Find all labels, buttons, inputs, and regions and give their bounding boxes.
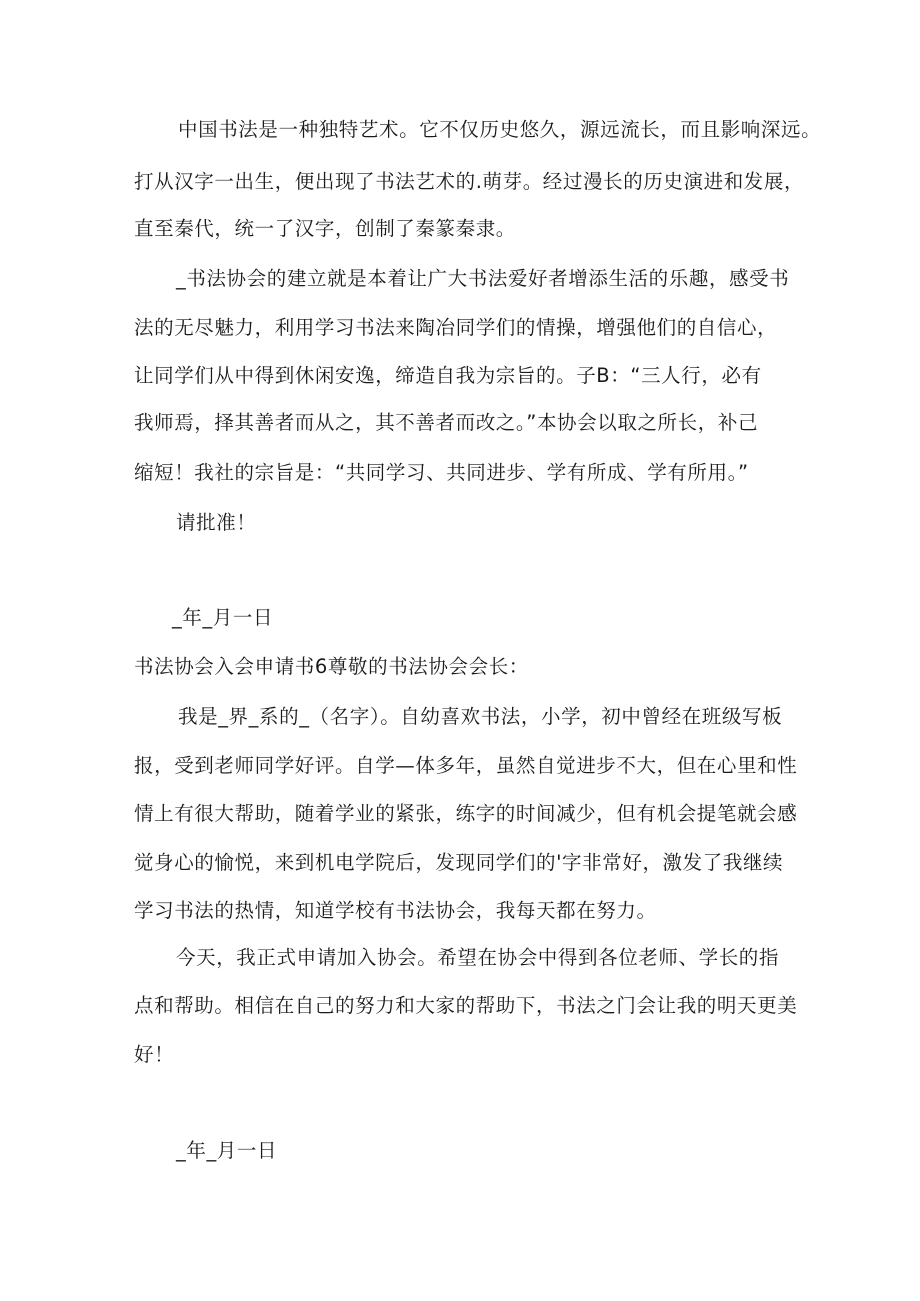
paragraph-line: _书法协会的建立就是本着让广大书法爱好者增添生活的乐趣，感受书 xyxy=(176,267,790,290)
paragraph-line: 我是_界_系的_（名字）。自幼喜欢书法，小学，初中曾经在班级写板 xyxy=(178,705,783,728)
paragraph-line: 法的无尽魅力，利用学习书法来陶冶同学们的情操，增强他们的自信心， xyxy=(134,316,778,339)
paragraph-line: 好！ xyxy=(134,1043,175,1066)
paragraph-line: 缩短！我社的宗旨是：“共同学习、共同进步、学有所成、学有所用。” xyxy=(134,461,749,484)
section-heading: 书法协会入会申请书6尊敬的书法协会会长： xyxy=(134,655,529,678)
closing-request: 请批准！ xyxy=(176,511,257,534)
paragraph-line: 学习书法的热情，知道学校有书法协会，我每天都在努力。 xyxy=(134,899,657,922)
paragraph-line: 今天，我正式申请加入协会。希望在协会中得到各位老师、学长的指 xyxy=(176,946,780,969)
paragraph-line: 打从汉字一出生，便出现了书法艺术的.萌芽。经过漫长的历史演进和发展， xyxy=(134,170,805,193)
paragraph-line: 让同学们从中得到休闲安逸，缔造自我为宗旨的。子B：“三人行，必有 xyxy=(134,364,762,387)
date-line: _年_月一日 xyxy=(176,1139,278,1162)
paragraph-line: 报，受到老师同学好评。自学—体多年，虽然自觉进步不大，但在心里和性 xyxy=(134,754,798,777)
paragraph-line: 点和帮助。相信在自己的努力和大家的帮助下，书法之门会让我的明天更美 xyxy=(134,994,798,1017)
paragraph-line: 中国书法是一种独特艺术。它不仅历史悠久，源远流长，而且影响深远。 xyxy=(178,118,822,141)
paragraph-line: 觉身心的愉悦，来到机电学院后，发现同学们的'字非常好，激发了我继续 xyxy=(134,851,784,874)
paragraph-line: 直至秦代，统一了汉字，创制了秦篆秦隶。 xyxy=(134,217,516,240)
paragraph-line: 我师焉，择其善者而从之，其不善者而改之。”本协会以取之所长，补己 xyxy=(134,411,759,434)
paragraph-line: 情上有很大帮助，随着学业的紧张，练字的时间减少，但有机会提笔就会感 xyxy=(134,802,798,825)
date-line: _年_月一日 xyxy=(172,606,274,629)
